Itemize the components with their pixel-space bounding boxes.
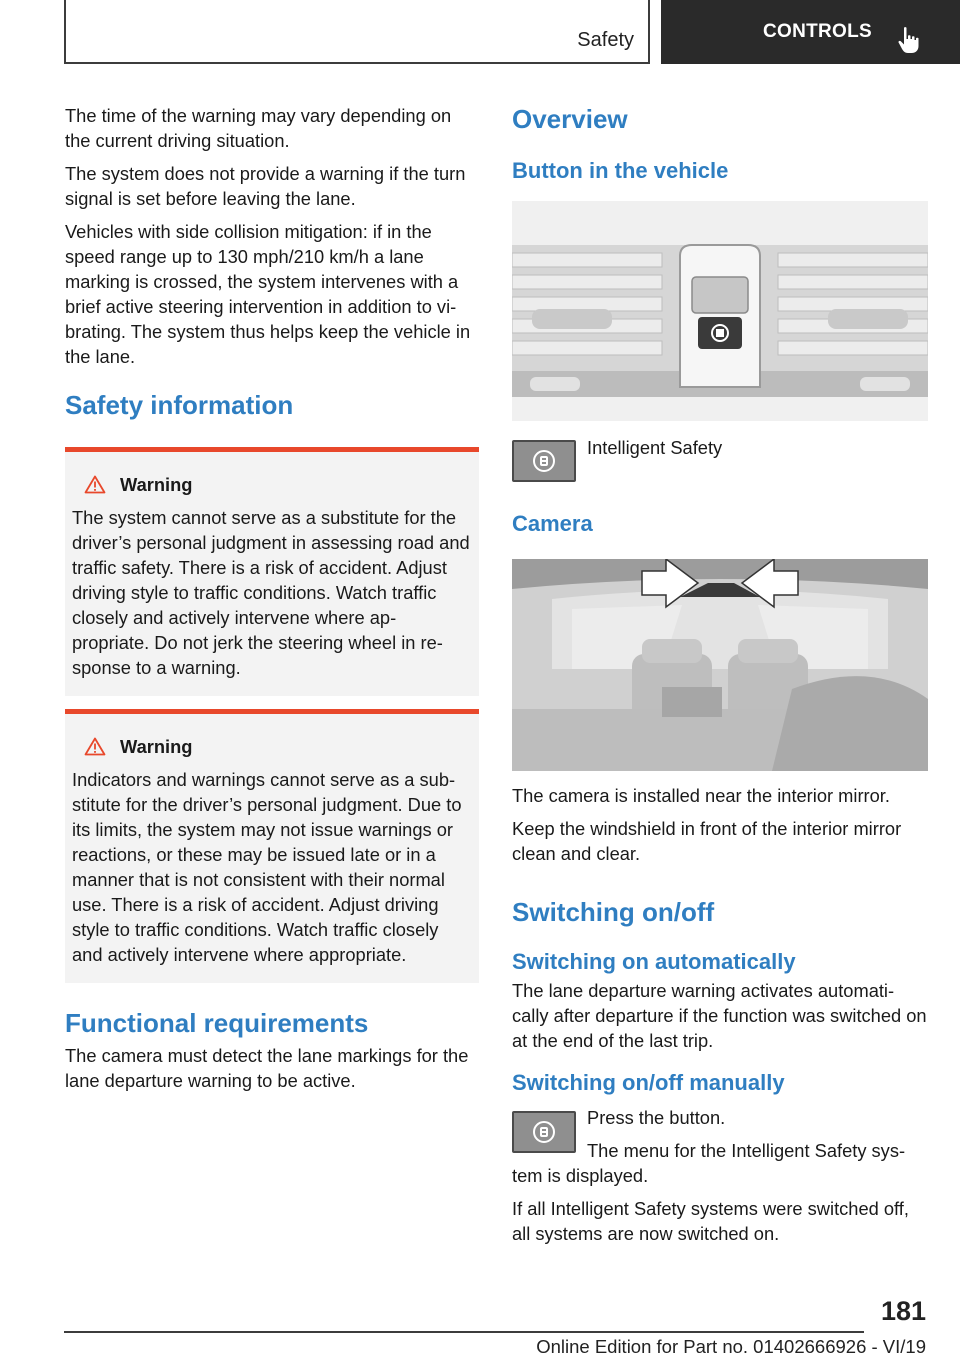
header-chapter-tab — [661, 0, 960, 64]
intelligent-safety-button-icon — [512, 440, 576, 482]
warning-title-2 — [72, 734, 473, 759]
switching-on-off-manually-heading: Switching on/off manually — [512, 1070, 785, 1095]
camera-position-image — [512, 559, 928, 771]
chapter-title: CONTROLS — [763, 21, 873, 42]
pointing-hand-icon — [898, 26, 922, 54]
footer-divider — [64, 1331, 864, 1333]
intelligent-safety-button-icon — [512, 1111, 576, 1153]
left-column — [65, 103, 479, 1101]
press-button-text: Press the button. — [587, 1107, 726, 1128]
safety-information-heading: Safety information — [65, 390, 294, 420]
warning-triangle-icon — [84, 737, 106, 756]
intro-paragraph-3: Vehicles with side collision mitigation: if in the speed range up to 130 mph/210 km/h a lane marking is crossed, the system intervenes with a brief active steering intervention in addition to vi-brating. The system thus helps keep the vehicle in the lane. — [65, 221, 471, 367]
manual-instructions — [512, 1105, 928, 1246]
camera-text-2: Keep the windshield in front of the interior mirror clean and clear. — [512, 818, 902, 864]
footer-edition: Online Edition for Part no. 01402666926 - VI/19 — [536, 1336, 926, 1357]
switching-on-automatically-text: The lane departure warning activates automati-cally after departure if the function was switched on at the end of the last trip. — [512, 980, 927, 1051]
functional-requirements-heading: Functional requirements — [65, 1008, 369, 1038]
menu-displayed-text: The menu for the Intelligent Safety sys-tem is displayed. — [512, 1140, 906, 1186]
intelligent-safety-legend — [512, 437, 928, 482]
button-panel-image — [512, 201, 928, 421]
warning-text-2: Indicators and warnings cannot serve as a sub-stitute for the driver’s personal judgment. Due to its limits, the system may not issue warnings or reactions, or these may be issued late or in a manner that is not consistent with their normal use. There is a risk of accident. Adjust driving style to traffic conditions. Watch traffic closely and actively intervene where appropriate. — [72, 769, 462, 965]
warning-text-1: The system cannot serve as a substitute for the driver’s personal judgment in assessing road and traffic safety. There is a risk of accident. Adjust driving style to traffic conditions. Watch traffic closely and actively intervene where ap-propriate. Do not jerk the steering wheel in re-sponse to a warning. — [72, 507, 470, 678]
warning-title-text-2: Warning — [120, 736, 193, 757]
warning-title-1 — [72, 472, 473, 497]
intro-paragraph-2: The system does not provide a warning if the turn signal is set before leaving the lane. — [65, 163, 466, 209]
overview-heading: Overview — [512, 104, 628, 134]
warning-title-text-1: Warning — [120, 474, 193, 495]
page-number: 181 — [880, 1296, 926, 1326]
functional-requirements-text: The camera must detect the lane markings for the lane departure warning to be active. — [65, 1045, 469, 1091]
right-column — [512, 103, 928, 1254]
warning-triangle-icon — [84, 475, 106, 494]
section-title: Safety — [577, 29, 634, 51]
intro-paragraph-1: The time of the warning may vary depending on the current driving situation. — [65, 105, 452, 151]
switching-on-automatically-heading: Switching on automatically — [512, 949, 796, 974]
header-section-tab — [64, 0, 650, 64]
camera-heading: Camera — [512, 511, 593, 536]
all-systems-text: If all Intelligent Safety systems were switched off, all systems are now switched on. — [512, 1198, 909, 1244]
intelligent-safety-caption: Intelligent Safety — [587, 437, 723, 458]
camera-text-1: The camera is installed near the interior mirror. — [512, 785, 890, 806]
warning-box-2 — [65, 709, 479, 983]
warning-box-1 — [65, 447, 479, 696]
button-in-vehicle-heading: Button in the vehicle — [512, 158, 729, 183]
switching-on-off-heading: Switching on/off — [512, 897, 715, 927]
